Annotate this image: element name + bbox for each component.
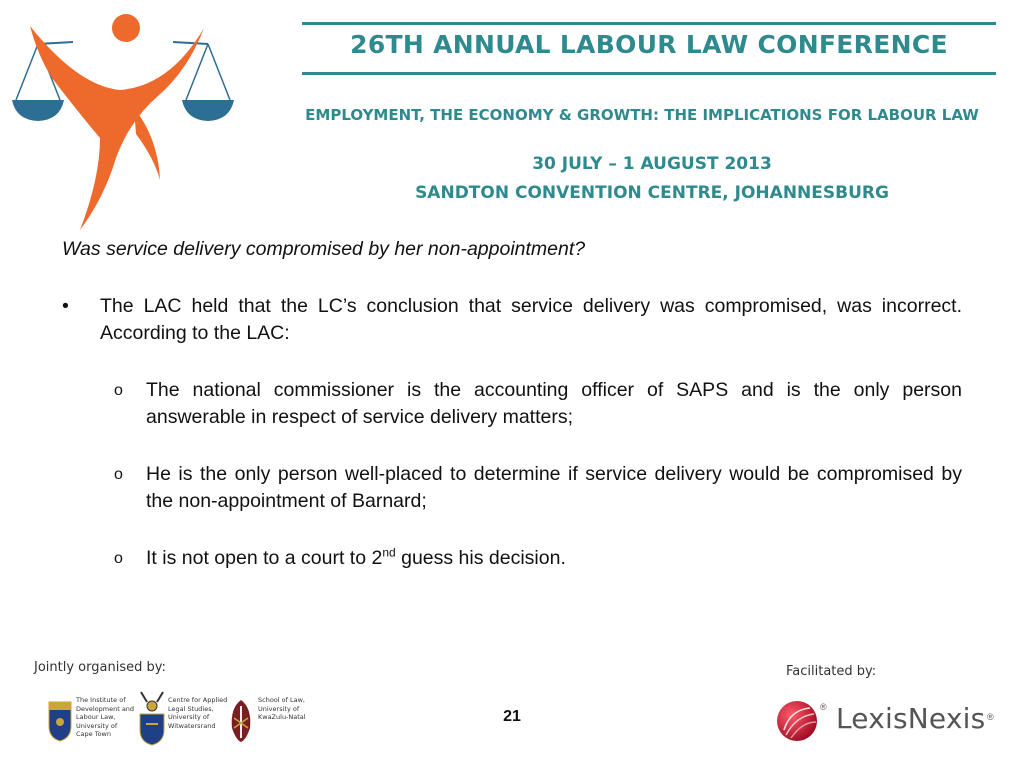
uct-crest-icon bbox=[48, 700, 72, 742]
sub-bullet-text bbox=[146, 547, 566, 569]
sub-bullet-text-suffix: guess his decision. bbox=[395, 547, 566, 569]
conference-theme: EMPLOYMENT, THE ECONOMY & GROWTH: THE IMPLICATIONS FOR LABOUR LAW bbox=[305, 106, 979, 124]
organised-label: Jointly organised by: bbox=[34, 660, 166, 675]
institution-line: Development and bbox=[76, 704, 135, 713]
slide-question: Was service delivery compromised by her non-appointment? bbox=[62, 238, 586, 260]
institution-line: Cape Town bbox=[76, 730, 111, 738]
ordinal-superscript: nd bbox=[382, 545, 396, 560]
institution-line: The Institute of bbox=[76, 696, 126, 704]
sub-bullet-mark: o bbox=[114, 466, 123, 483]
sub-bullet-text-prefix: It is not open to a court to 2 bbox=[146, 547, 383, 569]
institution-ukzn bbox=[258, 696, 306, 722]
lexisnexis-logo-icon bbox=[776, 700, 818, 742]
institution-line: University of bbox=[76, 721, 118, 730]
institution-line: Witwatersrand bbox=[168, 721, 216, 730]
conference-venue: SANDTON CONVENTION CENTRE, JOHANNESBURG bbox=[415, 183, 889, 203]
sub-bullet-item bbox=[62, 461, 962, 515]
conference-logo bbox=[8, 8, 238, 233]
sub-bullet-text: The national commissioner is the accounting officer of SAPS and is the only person answerable in respect of service delivery matters; bbox=[146, 379, 962, 428]
institution-line: Centre for Applied bbox=[168, 696, 228, 704]
institution-line: KwaZulu-Natal bbox=[258, 713, 306, 721]
conference-title: 26TH ANNUAL LABOUR LAW CONFERENCE bbox=[350, 30, 948, 59]
sponsor-name: LexisNexis bbox=[836, 702, 986, 735]
conference-dates-venue bbox=[382, 150, 922, 208]
conference-dates: 30 JULY – 1 AUGUST 2013 bbox=[532, 154, 772, 174]
sub-bullet-mark: o bbox=[114, 550, 123, 567]
bullet-text: The LAC held that the LC’s conclusion that service delivery was compromised, was incorrect. According to the LAC: bbox=[100, 295, 962, 344]
header-rule-top bbox=[302, 22, 996, 25]
institution-line: Legal Studies, bbox=[168, 704, 214, 713]
sub-bullet-mark: o bbox=[114, 382, 123, 399]
bullet-mark: • bbox=[62, 295, 69, 317]
institution-line: University of bbox=[168, 713, 210, 721]
institution-line: School of Law, bbox=[258, 696, 305, 704]
sub-bullet-item bbox=[62, 545, 962, 572]
ukzn-crest-icon bbox=[228, 698, 254, 744]
registered-mark: ® bbox=[987, 712, 994, 722]
sub-bullet-item bbox=[62, 377, 962, 431]
wits-crest-icon bbox=[138, 690, 166, 746]
page-number: 21 bbox=[503, 708, 521, 725]
header-rule-bottom bbox=[302, 72, 996, 75]
sub-bullet-text: He is the only person well-placed to determine if service delivery would be compromised by the non-appointment of Barnard; bbox=[146, 463, 962, 512]
institution-line: University of bbox=[258, 704, 300, 713]
facilitated-label: Facilitated by: bbox=[786, 664, 877, 679]
institution-line: Labour Law, bbox=[76, 713, 116, 721]
slide-content bbox=[62, 236, 962, 602]
bullet-item bbox=[62, 293, 962, 347]
registered-mark: ® bbox=[820, 702, 827, 712]
institution-wits bbox=[168, 696, 227, 730]
institution-uct bbox=[76, 696, 134, 739]
